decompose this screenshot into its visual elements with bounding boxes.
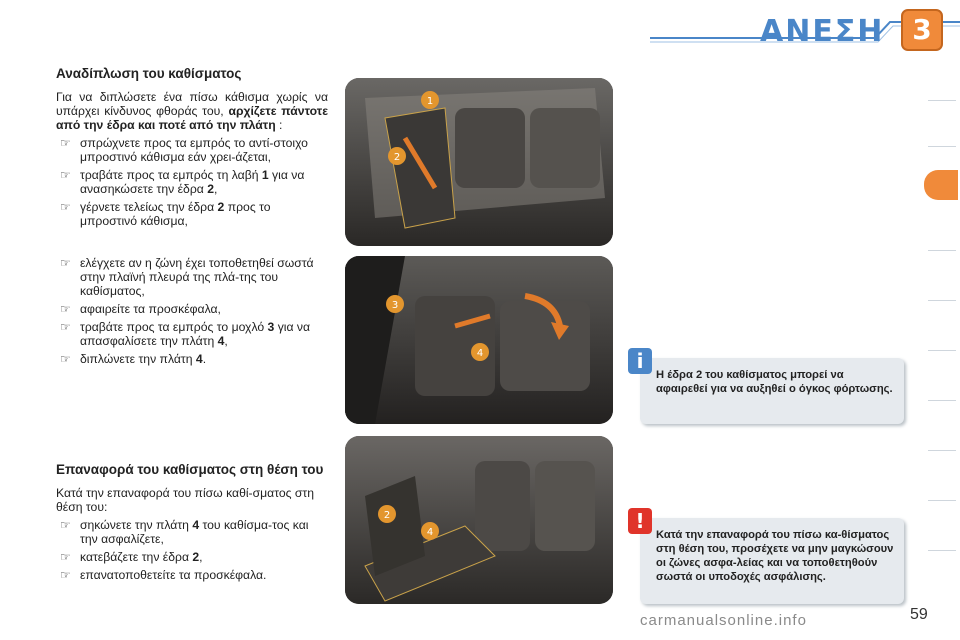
callout-label: 2 (393, 152, 401, 163)
hand-pointer-icon: ☞ (60, 136, 71, 150)
chapter-tab[interactable] (928, 470, 956, 501)
hand-pointer-icon: ☞ (60, 352, 71, 366)
info-note: i Η έδρα 2 του καθίσματος μπορεί να αφαιρεθεί για να αυξηθεί ο όγκος φόρτωσης. (640, 358, 904, 424)
list-item: ☞ τραβάτε προς τα εμπρός το μοχλό 3 για να απασφαλίσετε την πλάτη 4, (60, 320, 311, 348)
hand-pointer-icon: ☞ (60, 256, 71, 270)
callout-label: 4 (426, 527, 434, 538)
hand-pointer-icon: ☞ (60, 550, 71, 564)
page-number: 59 (910, 606, 928, 623)
fold-steps-list (56, 136, 328, 228)
list-item: ☞ επανατοποθετείτε τα προσκέφαλα. (60, 568, 267, 582)
chapter-number: 3 (912, 13, 932, 46)
hand-pointer-icon: ☞ (60, 518, 71, 532)
list-item: ☞ σηκώνετε την πλάτη 4 του καθίσμα-τος και την ασφαλίζετε, (60, 518, 309, 546)
page-title: ΑΝΕΣΗ (760, 14, 885, 49)
section-fold (56, 66, 328, 228)
chapter-tab[interactable] (928, 520, 956, 551)
fold-steps-list-2 (56, 256, 328, 366)
list-item: ☞ κατεβάζετε την έδρα 2, (60, 550, 203, 564)
hand-pointer-icon: ☞ (60, 200, 71, 214)
chapter-tab[interactable] (928, 420, 956, 451)
section-title-fold: Αναδίπλωση του καθίσματος (56, 66, 242, 81)
restore-intro: Κατά την επαναφορά του πίσω καθί-σματος στη θέση του: (56, 486, 315, 514)
hand-pointer-icon: ☞ (60, 568, 71, 582)
callout-label: 4 (476, 348, 484, 359)
hand-pointer-icon: ☞ (60, 320, 71, 334)
list-item: ☞ αφαιρείτε τα προσκέφαλα, (60, 302, 221, 316)
callout-label: 3 (391, 300, 399, 311)
chapter-tab-active[interactable] (924, 170, 958, 200)
intro-paragraph: Για να διπλώσετε ένα πίσω κάθισμα χωρίς να υπάρχει κίνδυνος φθοράς του, αρχίζετε πάντοτε από την έδρα και ποτέ από την πλάτη : (56, 90, 329, 132)
list-item: ☞ ελέγχετε αν η ζώνη έχει τοποθετηθεί σωστά στην πλαϊνή πλευρά της πλά-της του καθίσματος, (60, 256, 314, 298)
intro-emphasis: αρχίζετε πάντοτε από την έδρα και ποτέ από την πλάτη (56, 104, 329, 132)
chapter-tab[interactable] (928, 270, 956, 301)
photo-backrest-folding (345, 256, 613, 424)
restore-steps-list (56, 518, 328, 582)
callout-label: 2 (383, 510, 391, 521)
warning-icon: ! (628, 508, 652, 534)
chapter-tab[interactable] (928, 370, 956, 401)
photo-seat-folding (345, 78, 613, 246)
hand-pointer-icon: ☞ (60, 168, 71, 182)
section-title-restore: Επαναφορά του καθίσματος στη θέση του (56, 462, 324, 477)
chapter-tabs (928, 70, 960, 570)
callout-label: 1 (426, 96, 434, 107)
section-restore (56, 462, 328, 582)
chapter-tab[interactable] (928, 220, 956, 251)
section-fold-continued (56, 256, 328, 366)
info-icon: i (628, 348, 652, 374)
photo-seat-restore (345, 436, 613, 604)
watermark: carmanualsonline.info (640, 612, 807, 629)
list-item: ☞ τραβάτε προς τα εμπρός τη λαβή 1 για να ανασηκώσετε την έδρα 2, (60, 168, 305, 196)
list-item: ☞ γέρνετε τελείως την έδρα 2 προς το μπροστινό κάθισμα, (60, 200, 271, 228)
chapter-tab[interactable] (928, 320, 956, 351)
warning-note: ! Κατά την επαναφορά του πίσω κα-θίσματος στη θέση του, προσέχετε να μην μαγκώσουν οι ζώνες ασφα-λείας και να τοποθετηθούν σωστά οι υποδοχές ασφάλισης. (640, 518, 904, 604)
list-item: ☞ σπρώχνετε προς τα εμπρός το αντί-στοιχο μπροστινό κάθισμα εάν χρει-άζεται, (60, 136, 308, 164)
list-item: ☞ διπλώνετε την πλάτη 4. (60, 352, 207, 366)
chapter-tab[interactable] (928, 116, 956, 147)
hand-pointer-icon: ☞ (60, 302, 71, 316)
chapter-tab[interactable] (928, 70, 956, 101)
